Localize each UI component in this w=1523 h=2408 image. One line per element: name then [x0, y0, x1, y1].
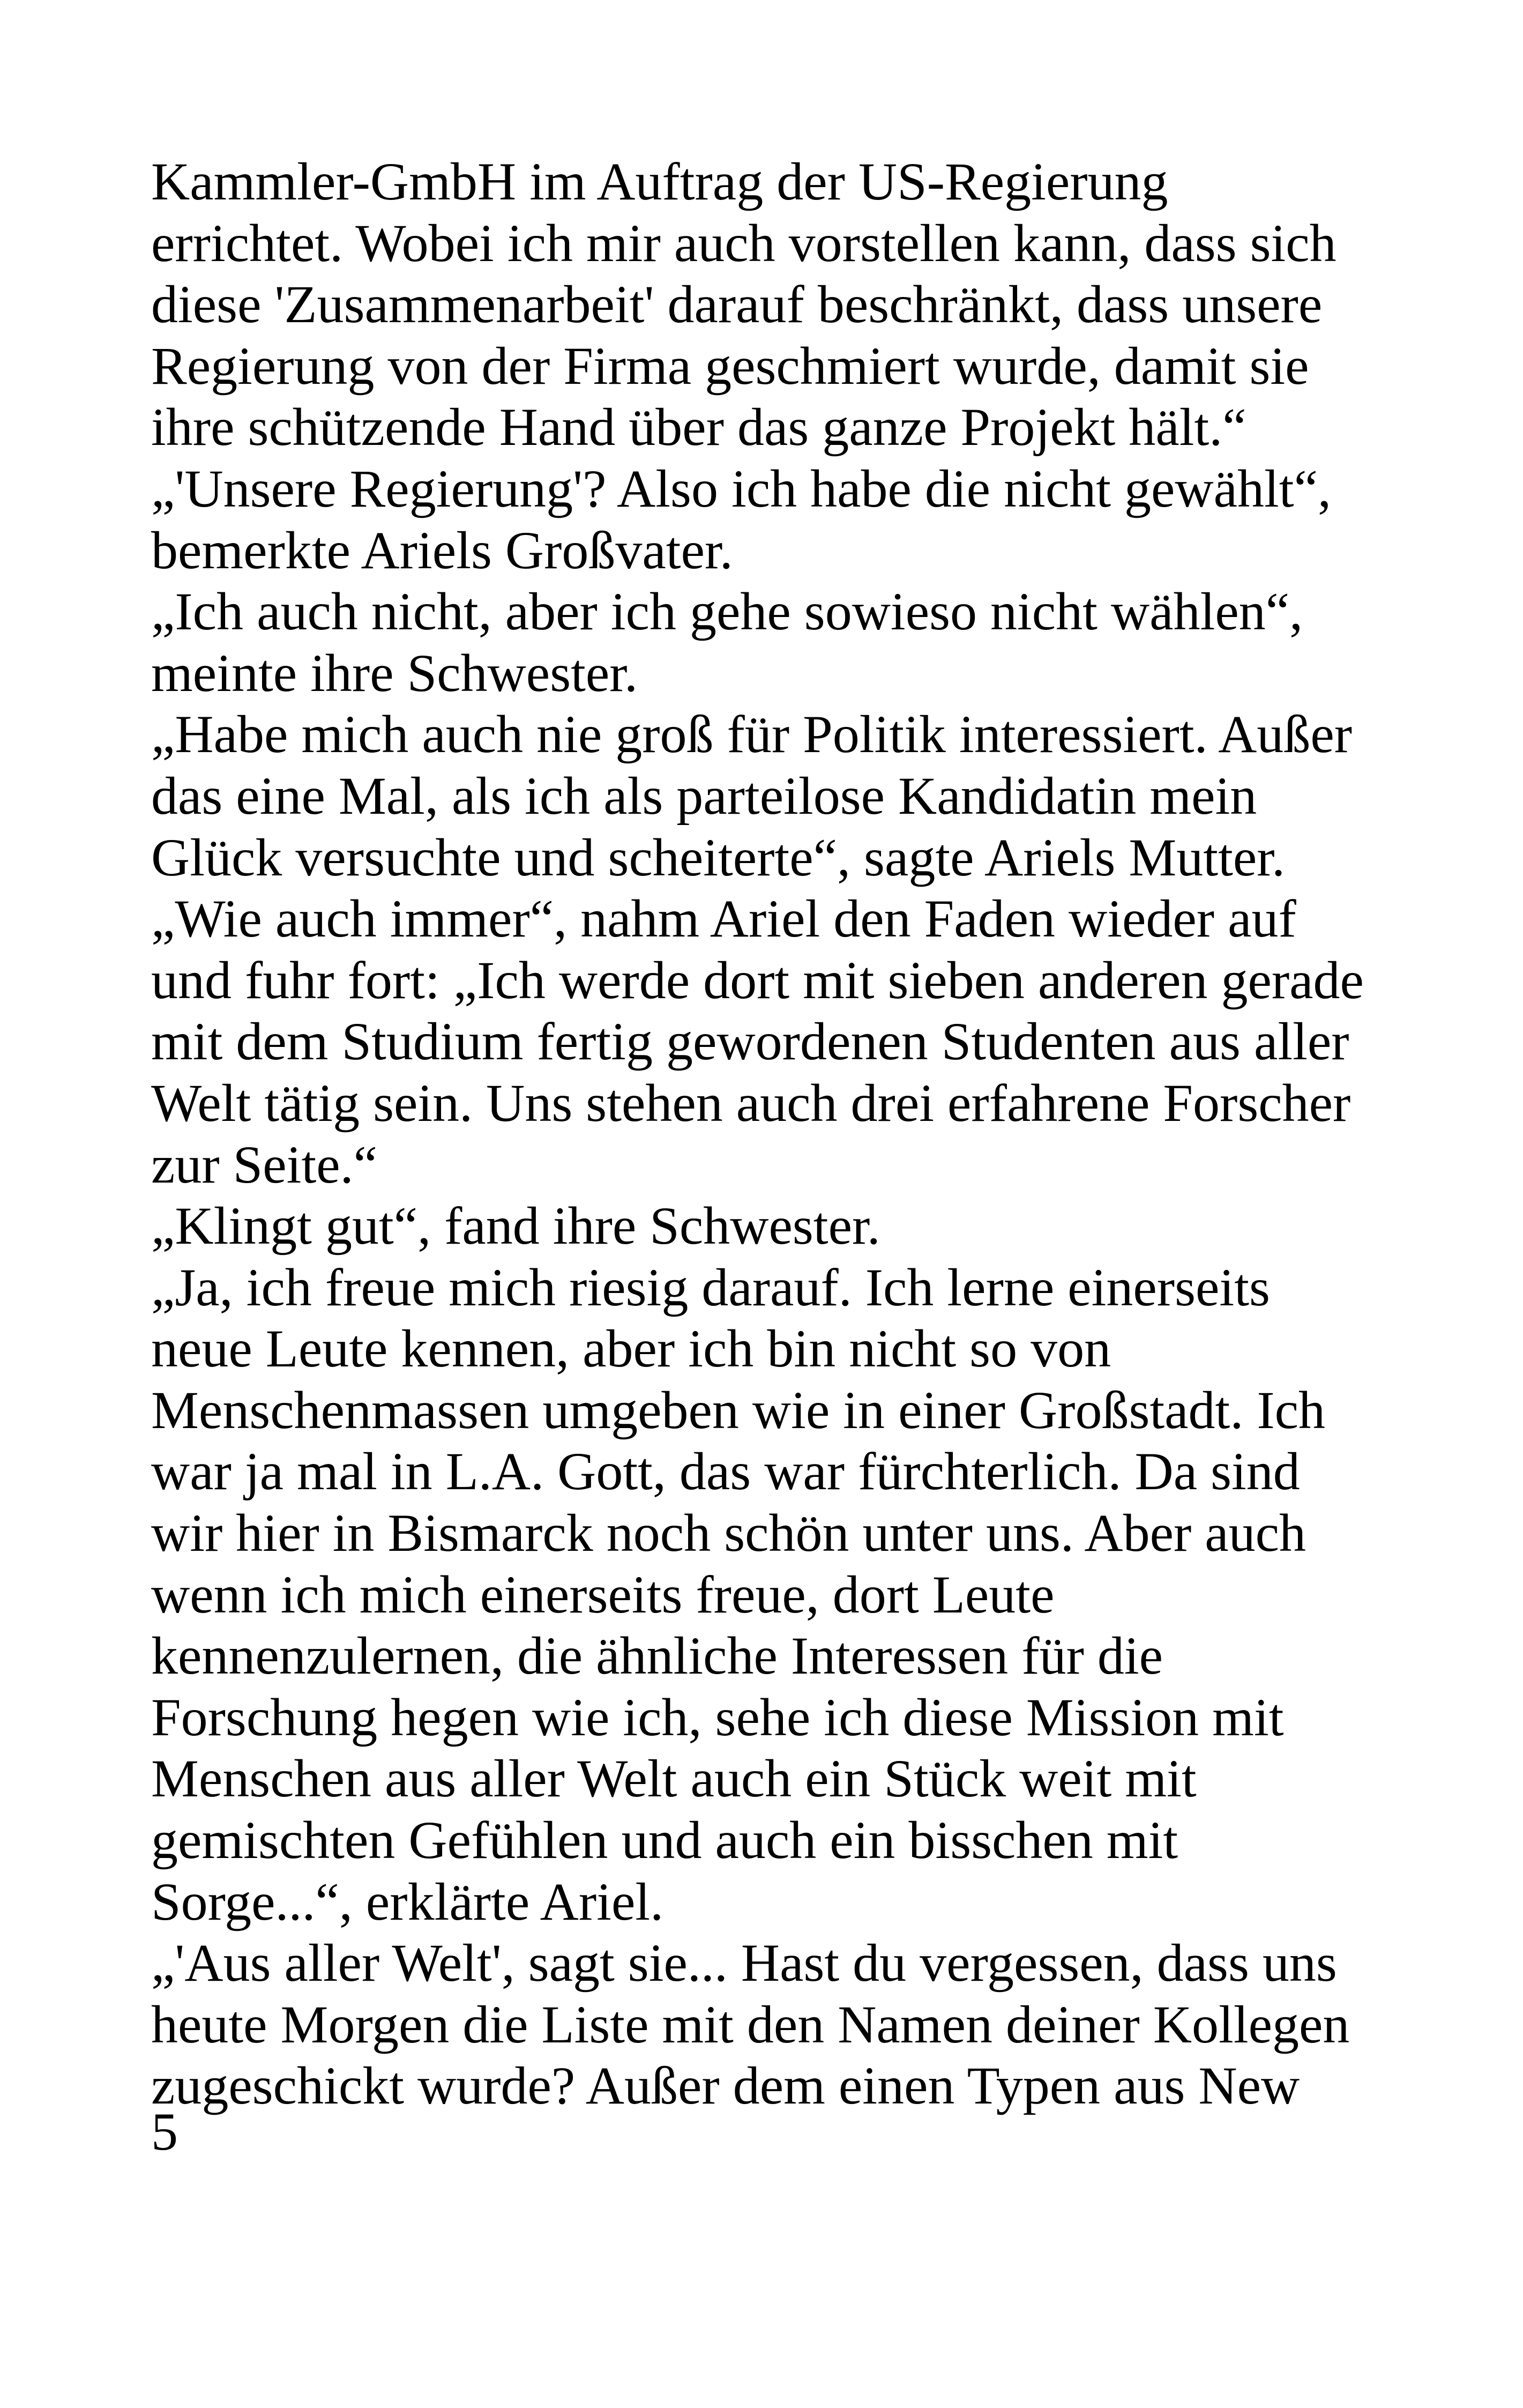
text-line: zugeschickt wurde? Außer dem einen Typen aus New	[151, 2056, 1300, 2116]
page-number: 5	[151, 2102, 178, 2161]
text-line: war ja mal in L.A. Gott, das war fürchterlich. Da sind	[151, 1441, 1300, 1502]
text-line: und fuhr fort: „Ich werde dort mit sieben anderen gerade	[151, 950, 1364, 1010]
text-line: bemerkte Ariels Großvater.	[151, 520, 733, 580]
text-line: zur Seite.“	[151, 1134, 378, 1194]
text-line: Sorge...“, erklärte Ariel.	[151, 1871, 664, 1931]
text-line: „Ich auch nicht, aber ich gehe sowieso nicht wählen“,	[151, 582, 1303, 642]
text-line: „Habe mich auch nie groß für Politik interessiert. Außer	[151, 704, 1353, 764]
text-line: Menschenmassen umgeben wie in einer Großstadt. Ich	[151, 1380, 1326, 1440]
text-line: gemischten Gefühlen und auch ein bisschen mit	[151, 1810, 1178, 1870]
text-line: diese 'Zusammenarbeit' darauf beschränkt, dass unsere	[151, 274, 1323, 335]
page-body	[151, 151, 1384, 2117]
text-line: errichtet. Wobei ich mir auch vorstellen kann, dass sich	[151, 213, 1337, 273]
text-line: heute Morgen die Liste mit den Namen deiner Kollegen	[151, 1994, 1350, 2054]
text-line: wir hier in Bismarck noch schön unter uns. Aber auch	[151, 1503, 1307, 1563]
text-line: „'Aus aller Welt', sagt sie... Hast du vergessen, dass uns	[151, 1933, 1337, 1993]
text-line: „Ja, ich freue mich riesig darauf. Ich lerne einerseits	[151, 1257, 1270, 1317]
text-line: Forschung hegen wie ich, sehe ich diese Mission mit	[151, 1687, 1284, 1747]
text-line: kennenzulernen, die ähnliche Interessen für die	[151, 1626, 1163, 1686]
text-line: „'Unsere Regierung'? Also ich habe die nicht gewählt“,	[151, 458, 1331, 518]
text-line: wenn ich mich einerseits freue, dort Leute	[151, 1564, 1055, 1624]
text-line: ihre schützende Hand über das ganze Projekt hält.“	[151, 397, 1246, 457]
text-line: meinte ihre Schwester.	[151, 643, 638, 703]
text-line: mit dem Studium fertig gewordenen Studenten aus aller	[151, 1012, 1349, 1072]
text-line: Glück versuchte und scheiterte“, sagte Ariels Mutter.	[151, 827, 1286, 887]
text-line: „Klingt gut“, fand ihre Schwester.	[151, 1196, 880, 1256]
text-line: Regierung von der Firma geschmiert wurde, damit sie	[151, 336, 1309, 396]
text-line: das eine Mal, als ich als parteilose Kandidatin mein	[151, 765, 1257, 826]
text-line: „Wie auch immer“, nahm Ariel den Faden wieder auf	[151, 889, 1296, 949]
text-line: Menschen aus aller Welt auch ein Stück weit mit	[151, 1749, 1197, 1809]
text-line: neue Leute kennen, aber ich bin nicht so von	[151, 1319, 1111, 1379]
text-line: Kammler-GmbH im Auftrag der US-Regierung	[151, 152, 1168, 211]
text-line: Welt tätig sein. Uns stehen auch drei erfahrene Forscher	[151, 1073, 1351, 1133]
